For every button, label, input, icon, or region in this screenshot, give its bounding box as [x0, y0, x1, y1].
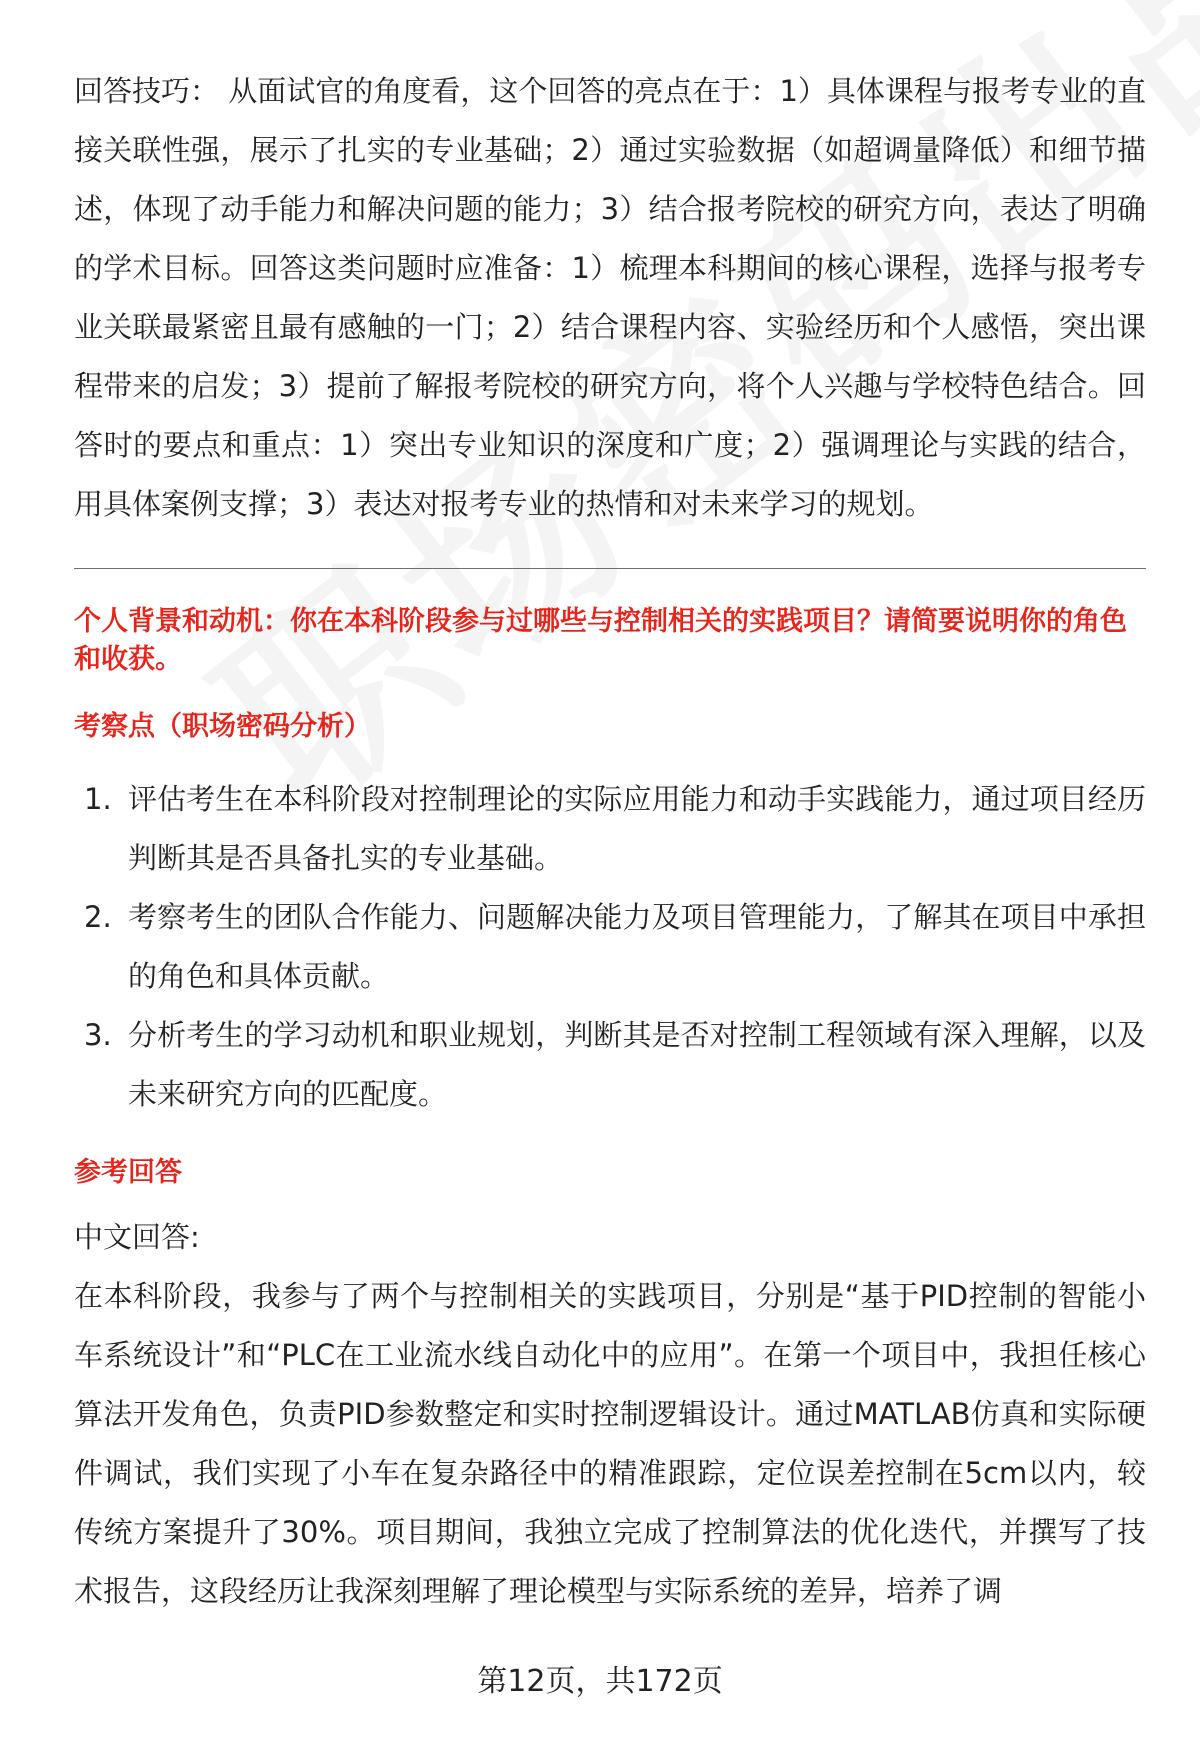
list-item — [74, 1006, 1146, 1124]
list-item-text: 考察考生的团队合作能力、问题解决能力及项目管理能力，了解其在项目中承担的角色和具体贡献。 — [128, 900, 1146, 993]
list-item-text: 评估考生在本科阶段对控制理论的实际应用能力和动手实践能力，通过项目经历判断其是否具备扎实的专业基础。 — [128, 782, 1146, 875]
answer-paragraph: 在本科阶段，我参与了两个与控制相关的实践项目，分别是“基于PID控制的智能小车系统设计”和“PLC在工业流水线自动化中的应用”。在第一个项目中，我担任核心算法开发角色，负责PID参数整定和实时控制逻辑设计。通过MATLAB仿真和实际硬件调试，我们实现了小车在复杂路径中的精准跟踪，定位误差控制在5cm以内，较传统方案提升了30%。项目期间，我独立完成了控制算法的优化迭代，并撰写了技术报告，这段经历让我深刻理解了理论模型与实际系统的差异，培养了调 — [74, 1279, 1146, 1608]
interview-question: 个人背景和动机：你在本科阶段参与过哪些与控制相关的实践项目？请简要说明你的角色和收获。 — [74, 606, 1127, 675]
reference-answer-heading: 参考回答 — [74, 1157, 182, 1188]
assessment-heading: 考察点（职场密码分析） — [74, 711, 371, 742]
list-item-number: 1. — [84, 782, 112, 816]
section-divider — [74, 568, 1146, 569]
answer-tips-paragraph: 回答技巧： 从面试官的角度看，这个回答的亮点在于：1）具体课程与报考专业的直接关联性强，展示了扎实的专业基础；2）通过实验数据（如超调量降低）和细节描述，体现了动手能力和解决问题的能力；3）结合报考院校的研究方向，表达了明确的学术目标。回答这类问题时应准备：1）梳理本科期间的核心课程，选择与报考专业关联最紧密且最有感触的一门；2）结合课程内容、实验经历和个人感悟，突出课程带来的启发；3）提前了解报考院校的研究方向，将个人兴趣与学校特色结合。回答时的要点和重点：1）突出专业知识的深度和广度；2）强调理论与实践的结合，用具体案例支撑；3）表达对报考专业的热情和对未来学习的规划。 — [74, 74, 1146, 521]
answer-label: 中文回答: — [74, 1220, 200, 1254]
list-item-number: 2. — [84, 900, 112, 934]
document-page — [74, 62, 1146, 1621]
list-item — [74, 888, 1146, 1006]
page-number-footer: 第12页，共172页 — [477, 1664, 723, 1699]
list-item-number: 3. — [84, 1018, 112, 1052]
list-item-text: 分析考生的学习动机和职业规划，判断其是否对控制工程领域有深入理解，以及未来研究方向的匹配度。 — [128, 1018, 1146, 1111]
list-item — [74, 770, 1146, 888]
assessment-points-list — [74, 770, 1146, 1124]
